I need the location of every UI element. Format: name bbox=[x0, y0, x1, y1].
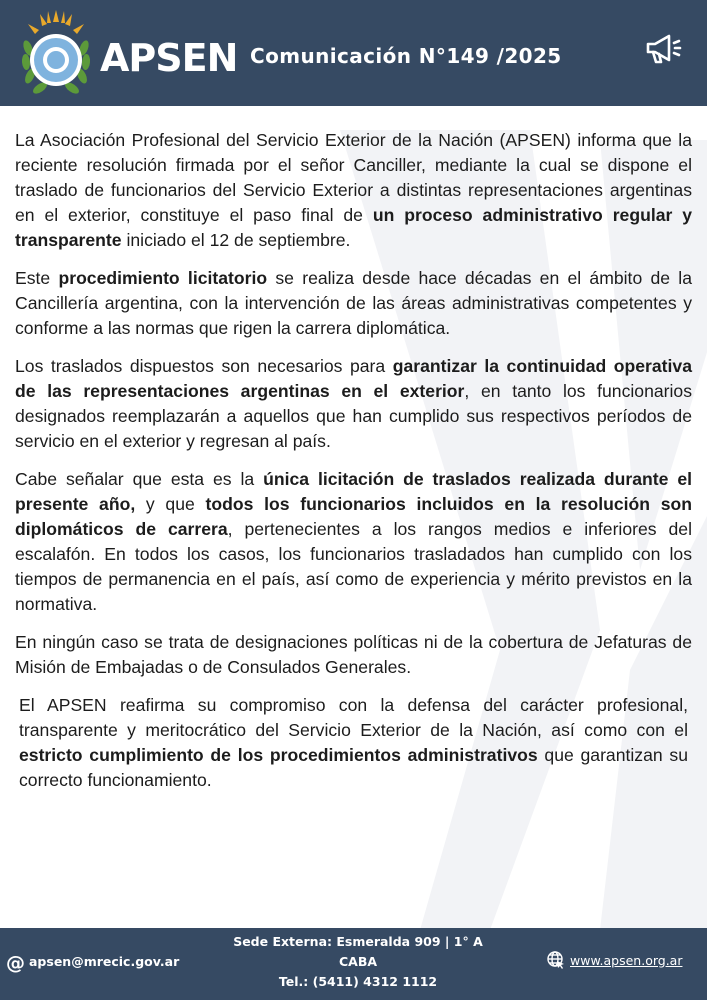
footer-website[interactable] bbox=[546, 950, 682, 970]
globe-cursor-icon bbox=[546, 950, 566, 970]
paragraph-text: , pertenecientes a los rangos medios e inferiores del escalafón. En todos los casos, los funcionarios trasladados han cumplido con los tiempos de permanencia en el país, así como de experiencia y mérito previstos en la normativa. bbox=[15, 519, 692, 614]
website-link[interactable]: www.apsen.org.ar bbox=[570, 952, 683, 968]
address-line-1: Sede Externa: Esmeralda 909 | 1° A bbox=[233, 934, 483, 949]
paragraph-text: La Asociación Profesional del Servicio Exterior de la Nación (APSEN) informa que la reciente resolución firmada por el señor Canciller, mediante la cual se dispone el traslado de funcionarios del Servicio Exterior a distintas representaciones argentinas en el exterior, constituye el paso final de bbox=[15, 130, 692, 225]
brand-name: APSEN bbox=[100, 36, 238, 80]
paragraph-6 bbox=[15, 693, 692, 793]
paragraph-text: , en tanto los funcionarios designados reemplazarán a aquellos que han cumplido sus respectivos períodos de servicio en el exterior y regresan al país. bbox=[15, 381, 693, 451]
at-icon: @ bbox=[6, 952, 25, 974]
paragraph-emphasis: un proceso administrativo regular y transparente bbox=[15, 205, 693, 250]
paragraph-text: y que bbox=[135, 494, 206, 514]
paragraph-emphasis: garantizar la continuidad operativa de las representaciones argentinas en el exterior bbox=[15, 356, 693, 401]
footer-address bbox=[200, 932, 516, 992]
paragraph-text: Este bbox=[15, 268, 59, 288]
paragraph-text: iniciado el 12 de septiembre. bbox=[121, 230, 351, 250]
page-title: Comunicación N°149 /2025 bbox=[250, 44, 562, 68]
phone-number: Tel.: (5411) 4312 1112 bbox=[278, 974, 438, 989]
megaphone-icon bbox=[645, 32, 683, 66]
paragraph-3 bbox=[15, 354, 692, 454]
paragraph-2 bbox=[15, 266, 692, 341]
paragraph-emphasis: estricto cumplimiento de los procedimientos administrativos bbox=[19, 745, 538, 765]
address-line-2: CABA bbox=[338, 954, 378, 969]
argentine-sun-emblem-icon bbox=[14, 8, 98, 100]
paragraph-emphasis: única licitación de traslados realizada durante el presente año, bbox=[15, 469, 692, 514]
header-bar bbox=[0, 0, 707, 106]
paragraph-text: se realiza desde hace décadas en el ámbito de la Cancillería argentina, con la intervención de las áreas administrativas competentes y conforme a las normas que rigen la carrera diplomática. bbox=[15, 268, 692, 338]
paragraph-text: Cabe señalar que esta es la bbox=[15, 469, 264, 489]
paragraph-text: que garantizan su correcto funcionamiento. bbox=[19, 745, 688, 790]
footer-email[interactable] bbox=[6, 950, 179, 972]
paragraph-text: El APSEN reafirma su compromiso con la defensa del carácter profesional, transparente y meritocrático del Servicio Exterior de la Nación, así como con el bbox=[19, 695, 688, 740]
paragraph-1 bbox=[15, 128, 692, 253]
paragraph-5 bbox=[15, 630, 692, 680]
paragraph-text: Los traslados dispuestos son necesarios para bbox=[15, 356, 393, 376]
paragraph-text: En ningún caso se trata de designaciones políticas ni de la cobertura de Jefaturas de Misión de Embajadas o de Consulados Generales. bbox=[15, 632, 692, 677]
paragraph-emphasis: todos los funcionarios incluidos en la resolución son diplomáticos de carrera bbox=[15, 494, 692, 539]
communique-body bbox=[15, 128, 692, 806]
paragraph-4 bbox=[15, 467, 692, 617]
paragraph-emphasis: procedimiento licitatorio bbox=[58, 268, 268, 288]
email-address[interactable]: apsen@mrecic.gov.ar bbox=[29, 953, 180, 969]
footer-bar bbox=[0, 928, 707, 1000]
